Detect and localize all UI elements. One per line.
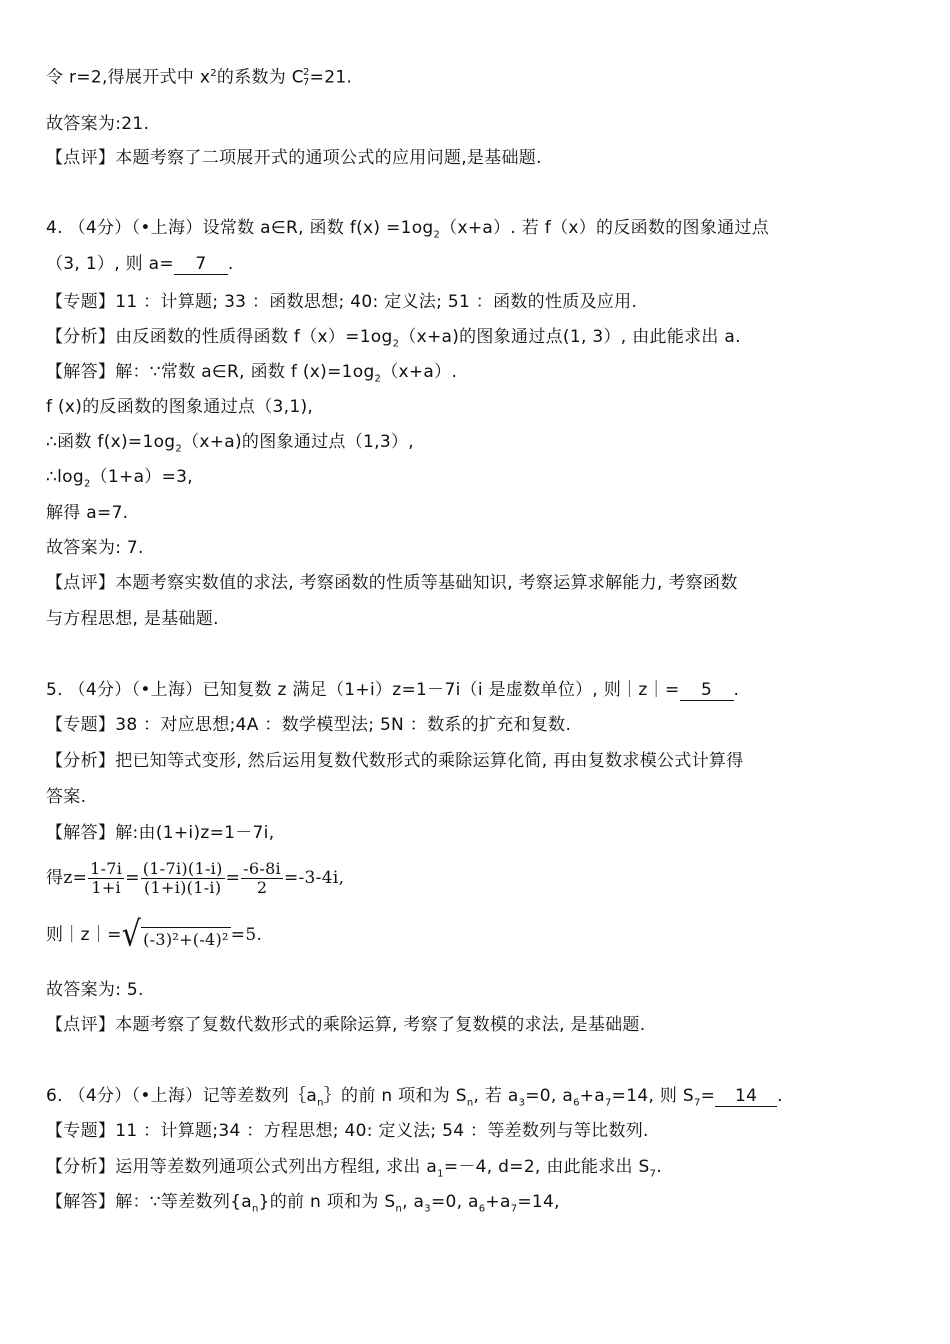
p4-analysis: [46, 325, 910, 356]
p6-question: [46, 1084, 910, 1115]
text: ∴函数 f(x)=1og: [46, 432, 176, 452]
subscript: 6: [573, 1097, 580, 1109]
text: +a: [579, 1086, 605, 1106]
text: =0, a: [430, 1192, 479, 1212]
fraction: [141, 860, 225, 897]
p5-answer: 故答案为: 5.: [46, 980, 144, 1000]
p5-question: [46, 678, 910, 702]
denominator: (1+i)(1-i): [144, 878, 222, 897]
p4-question-line2: [46, 252, 910, 276]
subscript: 2: [374, 373, 382, 385]
p5-review: 【点评】本题考察了复数代数形式的乘除运算, 考察了复数模的求法, 是基础题.: [46, 1015, 646, 1035]
subscript: n: [251, 1203, 259, 1215]
p6-solution-line1: [46, 1190, 910, 1221]
subscript: 2: [392, 338, 400, 350]
subscript: 2: [83, 478, 91, 490]
superscript: 2: [210, 68, 217, 79]
text: 5. （4分）（•上海）已知复数 z 满足（1+i）z=1－7i（i 是虚数单位）, 则｜z｜=: [46, 680, 680, 700]
subscript: n: [466, 1097, 474, 1109]
text: ｝的前 n 项和为 S: [323, 1086, 467, 1106]
text: =14,: [517, 1192, 560, 1212]
text: .: [733, 680, 740, 700]
square-root: [121, 914, 231, 955]
p4-solution-line1: [46, 360, 910, 391]
subscript: 2: [175, 443, 183, 455]
text: =5.: [230, 925, 263, 945]
text: =－4, d=2, 由此能求出 S: [443, 1157, 650, 1177]
p4-solution-line4: [46, 465, 910, 496]
subscript: 1: [437, 1168, 444, 1180]
text: +a: [485, 1192, 511, 1212]
p4-solution-line3: [46, 430, 910, 461]
text: 6. （4分）（•上海）记等差数列｛a: [46, 1086, 318, 1106]
subscript: 2: [433, 229, 441, 241]
subscript: 7: [649, 1168, 657, 1180]
text: 得: [46, 868, 64, 888]
p3-coefficient-line: [46, 62, 910, 90]
binom-top: 2: [302, 66, 310, 78]
p3-answer: 故答案为:21.: [46, 114, 150, 134]
p5-solution-modulus-line: [46, 914, 910, 955]
text: .: [656, 1157, 663, 1177]
text: =14, 则 S: [611, 1086, 694, 1106]
answer-blank: 14: [715, 1086, 777, 1107]
subscript: 3: [424, 1203, 431, 1215]
p4-review-line1: 【点评】本题考察实数值的求法, 考察函数的性质等基础知识, 考察运算求解能力, 考察函数: [46, 573, 738, 593]
text: z=: [63, 868, 88, 888]
subscript: 7: [510, 1203, 518, 1215]
p4-review-line2: 与方程思想, 是基础题.: [46, 609, 219, 629]
text: （x+a）. 若 f（x）的反函数的图象通过点: [440, 218, 770, 238]
text: , 若 a: [473, 1086, 519, 1106]
subscript: n: [317, 1097, 324, 1109]
p3-review: 【点评】本题考察了二项展开式的通项公式的应用问题,是基础题.: [46, 148, 542, 168]
p6-topic: 【专题】11 ：计算题;34 ：方程思想; 40: 定义法; 54 ：等差数列与等比数列.: [46, 1121, 649, 1141]
binomial-indices: [303, 68, 310, 88]
binom-bottom: 7: [302, 76, 310, 88]
p5-solution-fraction-line: [46, 856, 910, 900]
p4-question-line1: [46, 216, 910, 247]
subscript: 3: [518, 1097, 526, 1109]
text: （x+a)的图象通过点（1,3）,: [182, 432, 414, 452]
p5-analysis-line2: 答案.: [46, 787, 87, 807]
text: （x+a)的图象通过点(1, 3）, 由此能求出 a.: [399, 327, 741, 347]
p5-analysis-line1: 【分析】把已知等式变形, 然后运用复数代数形式的乘除运算化简, 再由复数求模公式计算得: [46, 751, 744, 771]
numerator: -6-8i: [243, 859, 281, 878]
text: ∴log: [46, 467, 84, 487]
text: 4. （4分）（•上海）设常数 a∈R, 函数 f(x) =1og: [46, 218, 434, 238]
denominator: 2: [256, 878, 268, 897]
subscript: n: [395, 1203, 403, 1215]
subscript: 7: [693, 1097, 701, 1109]
text: }的前 n 项和为 S: [258, 1192, 396, 1212]
answer-blank: 5: [680, 680, 734, 701]
text: 【分析】运用等差数列通项公式列出方程组, 求出 a: [46, 1157, 438, 1177]
denominator: 1+i: [91, 878, 121, 897]
text: =-3-4i,: [283, 868, 345, 888]
text: =: [700, 1086, 716, 1106]
text: =: [225, 868, 241, 888]
subscript: 7: [605, 1097, 612, 1109]
text: 【解答】解：∵等差数列{a: [46, 1192, 252, 1212]
p5-solution-line1: 【解答】解:由(1+i)z=1－7i,: [46, 823, 275, 843]
numerator: (1-7i)(1-i): [142, 859, 223, 878]
text: .: [777, 1086, 783, 1106]
p4-topic: 【专题】11 ：计算题; 33 ：函数思想; 40: 定义法; 51 ：函数的性质及应用.: [46, 292, 638, 312]
p5-topic: 【专题】38 ：对应思想;4A ：数学模型法; 5N ：数系的扩充和复数.: [46, 715, 572, 735]
text: （x+a）.: [381, 362, 458, 382]
sqrt-sign-icon: √: [121, 914, 142, 955]
numerator: 1-7i: [90, 859, 123, 878]
fraction: [88, 860, 124, 897]
text: .: [227, 254, 234, 274]
text: （3, 1）, 则 a=: [46, 254, 174, 274]
text: , a: [402, 1192, 425, 1212]
subscript: 6: [478, 1203, 486, 1215]
answer-blank: 7: [174, 254, 228, 275]
p4-answer: 故答案为: 7.: [46, 538, 144, 558]
text: 令 r=2,得展开式中 x: [46, 67, 211, 88]
text: 【解答】解：∵常数 a∈R, 函数 f (x)=1og: [46, 362, 375, 382]
text: 的系数为 C: [216, 67, 304, 88]
text: （1+a）=3,: [90, 467, 193, 487]
text: =21.: [309, 67, 353, 88]
p4-solution-line5: 解得 a=7.: [46, 503, 129, 523]
p6-analysis: [46, 1155, 910, 1186]
text: 【分析】由反函数的性质得函数 f（x）=1og: [46, 327, 393, 347]
text: 则｜z｜=: [46, 925, 122, 945]
sqrt-radicand: (-3)²+(-4)²: [141, 927, 231, 950]
fraction: [241, 860, 283, 897]
p4-solution-line2: f (x)的反函数的图象通过点（3,1),: [46, 397, 314, 417]
text: =: [125, 868, 140, 888]
text: =0, a: [525, 1086, 574, 1106]
